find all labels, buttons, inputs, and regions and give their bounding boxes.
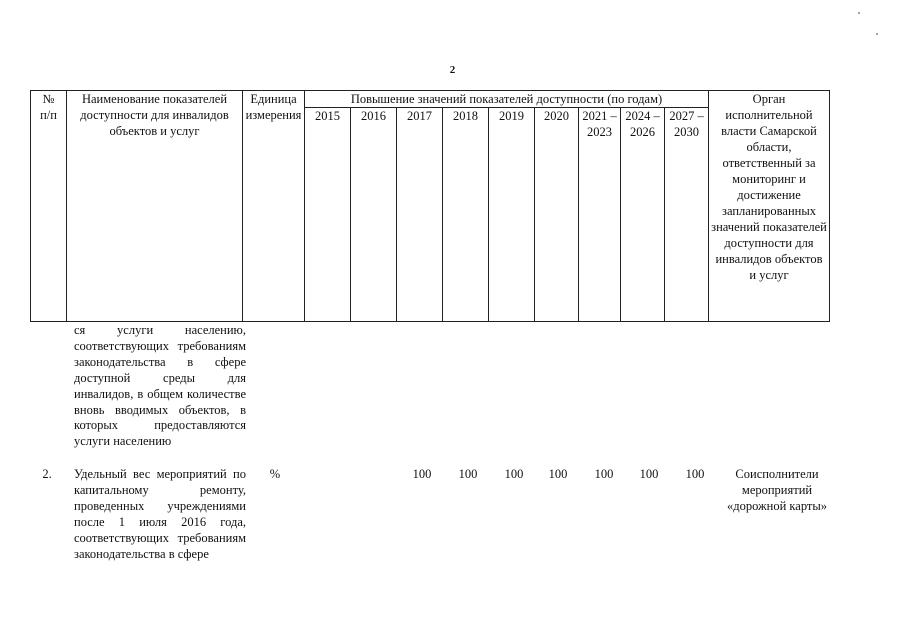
header-year-2024-2026: 2024 – 2026	[621, 108, 665, 322]
row-value-2017: 100	[412, 467, 432, 481]
header-year-2019: 2019	[489, 108, 535, 322]
header-year-2021-2023: 2021 – 2023	[579, 108, 621, 322]
continuation-text: ся услуги населению, соответствующих требованиям законодательства в сфере доступной среды для инвалидов, в общем количестве вновь вводимых объектов, в которых предоставляются услуги населению	[74, 323, 246, 449]
header-year-2016: 2016	[351, 108, 397, 322]
header-number: № п/п	[31, 91, 67, 322]
row-value-2020: 100	[548, 467, 568, 481]
row-indicator-name: Удельный вес мероприятий по капитальному ремонту, проведенных учреждениями после 1 июля 2016 года, соответствующих требованиям законодательства в сфере	[74, 467, 246, 561]
scan-speck	[876, 33, 878, 35]
row-responsible-body: Соисполнители мероприятий «дорожной карты»	[726, 467, 828, 513]
row-value-2027-2030: 100	[685, 467, 705, 481]
indicator-table-header	[30, 90, 830, 322]
row-unit: %	[269, 467, 281, 481]
page-number: 2	[449, 64, 456, 76]
header-indicator-name: Наименование показателей доступности для инвалидов объектов и услуг	[67, 91, 243, 322]
row-value-2021-2023: 100	[594, 467, 614, 481]
header-unit: Единица измерения	[243, 91, 305, 322]
row-value-2018: 100	[458, 467, 478, 481]
row-value-2024-2026: 100	[639, 467, 659, 481]
header-years-group: Повышение значений показателей доступности (по годам)	[305, 91, 709, 108]
row-number: 2.	[42, 467, 52, 481]
header-responsible-body: Орган исполнительной власти Самарской области, ответственный за мониторинг и достижение запланированных значений показателей доступности для инвалидов объектов и услуг	[709, 91, 830, 322]
header-year-2020: 2020	[535, 108, 579, 322]
scan-speck	[858, 12, 860, 14]
header-year-2027-2030: 2027 – 2030	[665, 108, 709, 322]
row-value-2019: 100	[504, 467, 524, 481]
header-year-2015: 2015	[305, 108, 351, 322]
header-year-2018: 2018	[443, 108, 489, 322]
header-year-2017: 2017	[397, 108, 443, 322]
